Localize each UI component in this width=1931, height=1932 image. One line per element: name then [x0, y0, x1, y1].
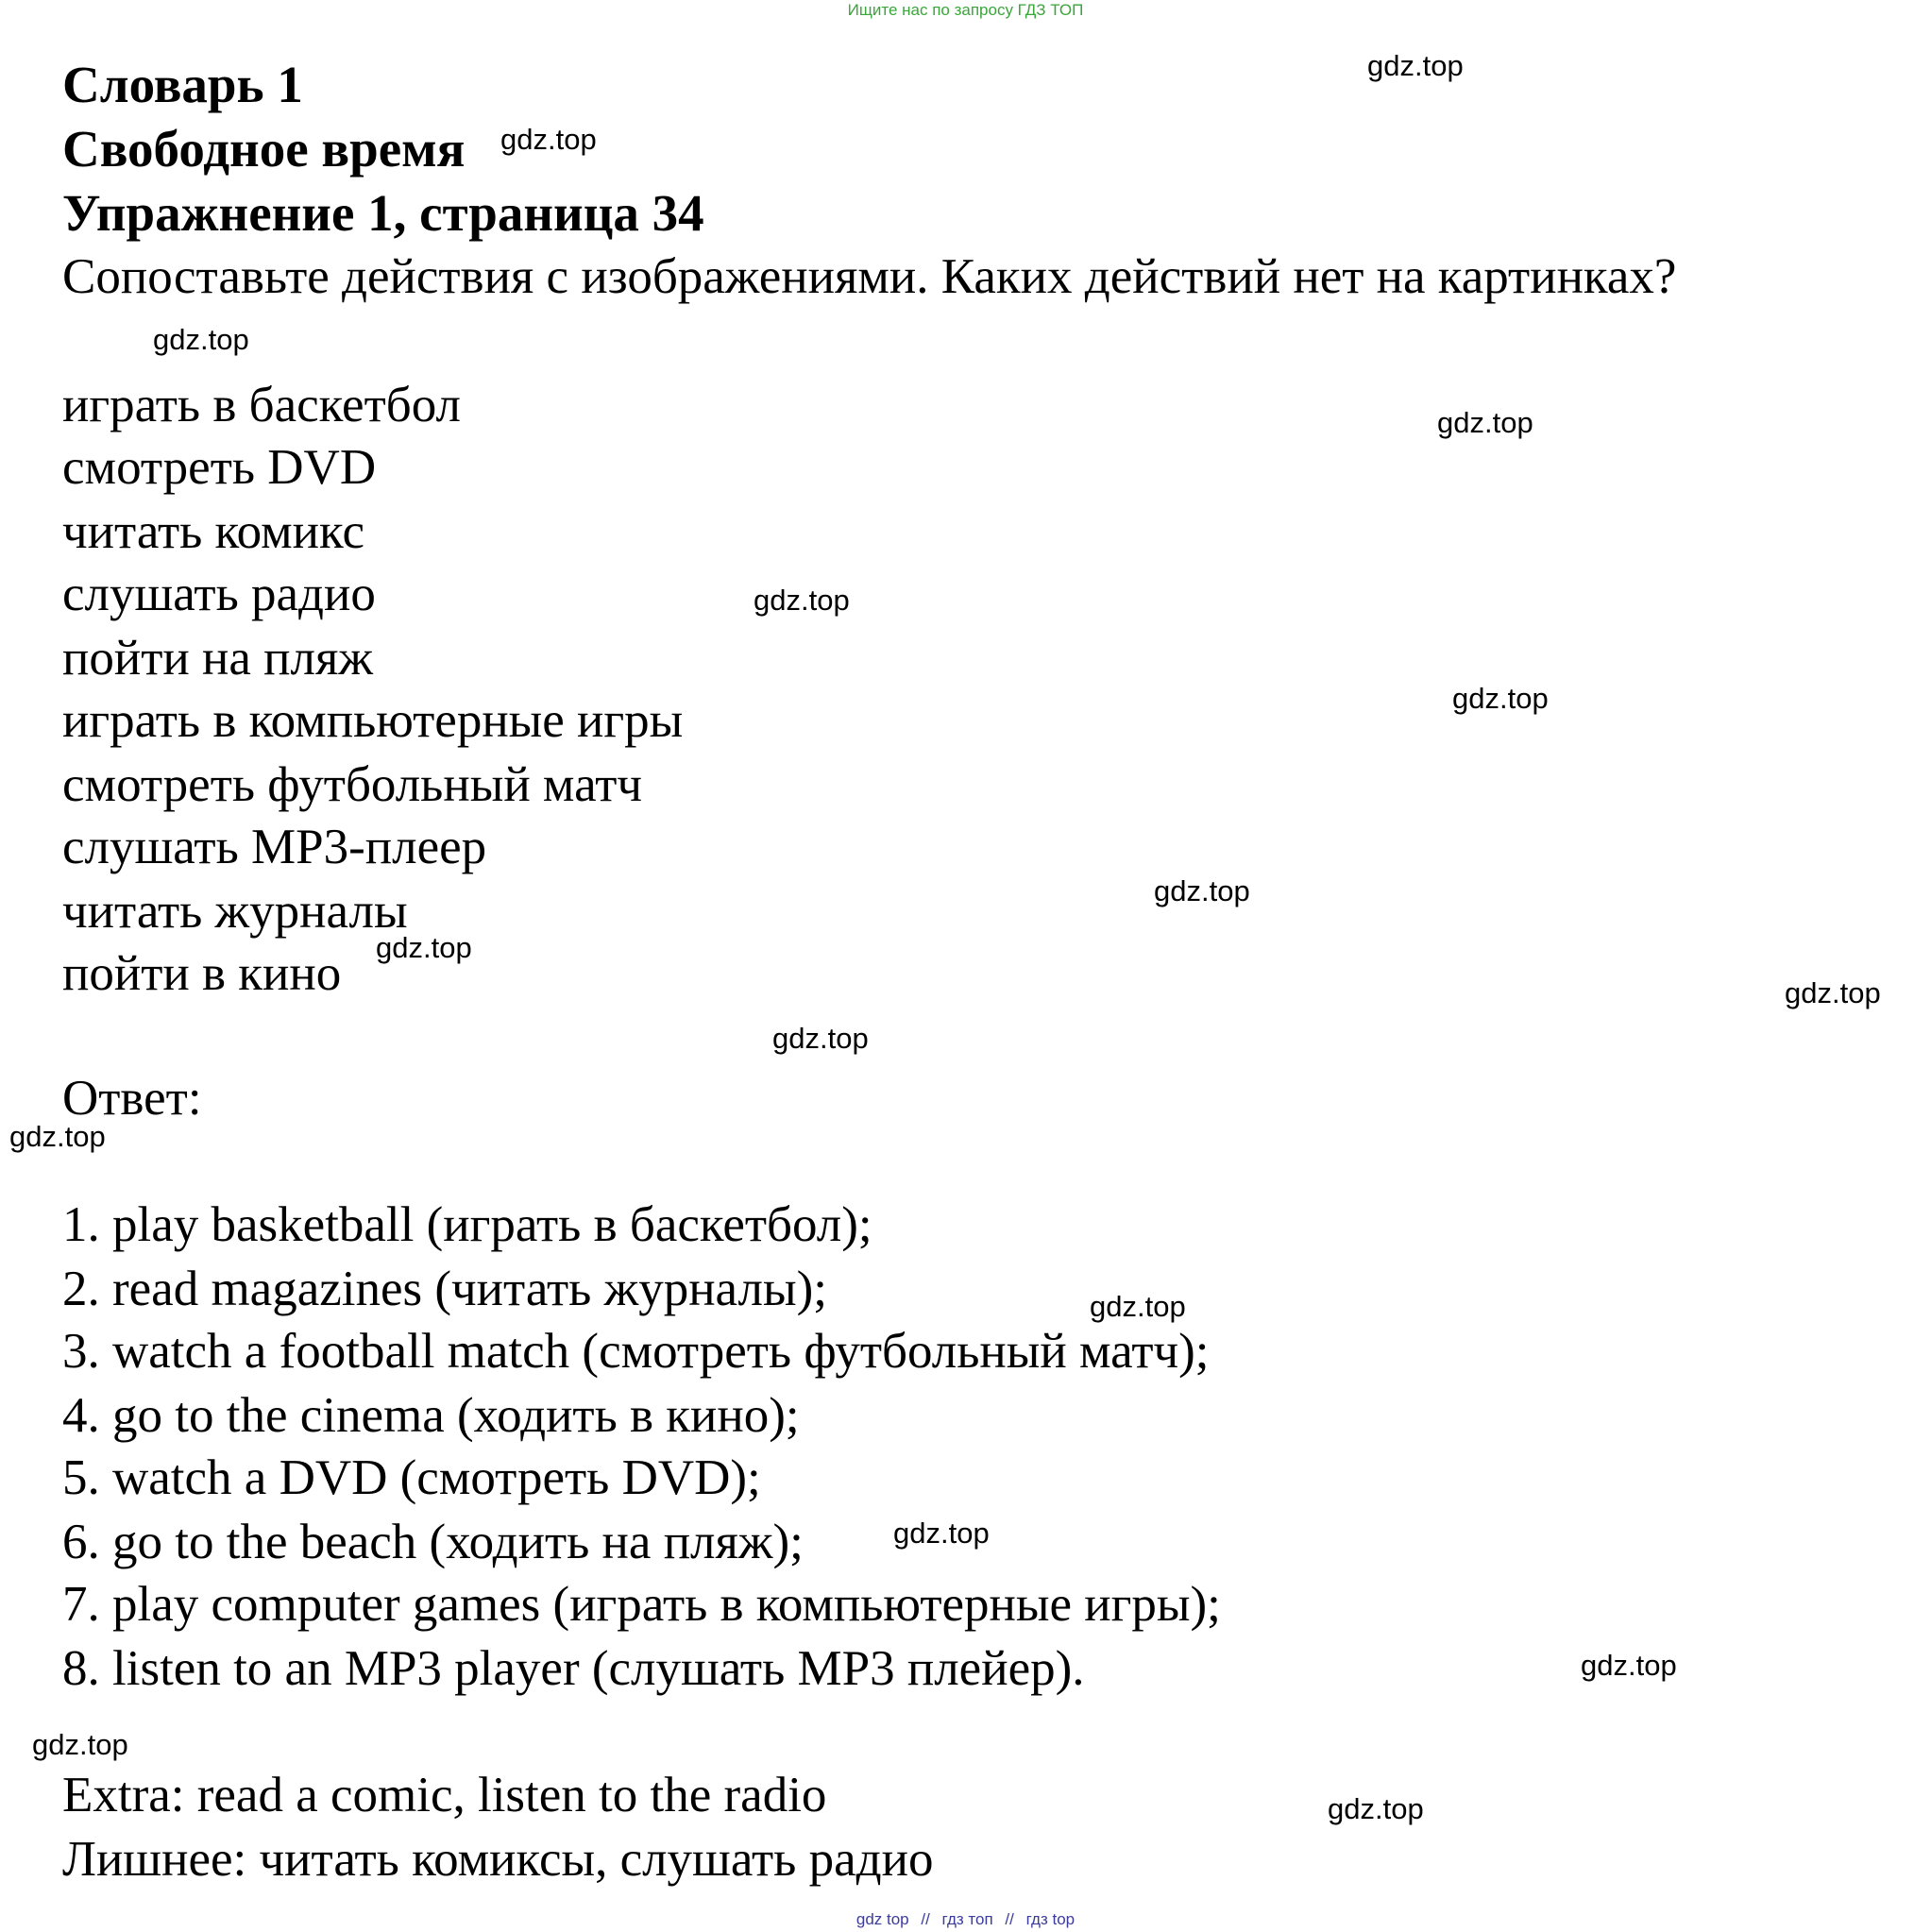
watermark: gdz.top [772, 1022, 869, 1055]
footer-separator: // [1005, 1910, 1014, 1928]
exercise-title: Упражнение 1, страница 34 [62, 184, 704, 242]
answer-item: 8. listen to an MP3 player (слушать MP3 плейер). [62, 1641, 1085, 1696]
answer-item: 5. watch a DVD (смотреть DVD); [62, 1450, 761, 1505]
answer-item: 1. play basketball (играть в баскетбол); [62, 1197, 872, 1252]
action-item: слушать радио [62, 567, 376, 621]
watermark: gdz.top [9, 1120, 106, 1153]
answer-item: 6. go to the beach (ходить на пляж); [62, 1515, 804, 1569]
footer-separator: // [921, 1910, 930, 1928]
action-item: смотреть DVD [62, 440, 377, 495]
answer-label: Ответ: [62, 1071, 202, 1126]
footer [0, 1909, 1931, 1930]
watermark: gdz.top [893, 1517, 990, 1550]
action-item: смотреть футбольный матч [62, 757, 643, 812]
page-title: Словарь 1 [62, 56, 303, 113]
footer-part: гдз топ [941, 1910, 993, 1928]
section-title: Свободное время [62, 120, 466, 178]
answer-item: 3. watch a football match (смотреть футбольный матч); [62, 1324, 1210, 1379]
action-item: играть в баскетбол [62, 378, 461, 432]
action-item: читать комикс [62, 504, 364, 559]
action-item: играть в компьютерные игры [62, 693, 684, 748]
watermark: gdz.top [1452, 682, 1549, 715]
answer-item: 4. go to the cinema (ходить в кино); [62, 1388, 800, 1443]
watermark: gdz.top [1090, 1290, 1186, 1323]
watermark: gdz.top [1581, 1649, 1677, 1682]
top-banner: Ищите нас по запросу ГДЗ ТОП [847, 1, 1084, 19]
watermark: gdz.top [1785, 976, 1881, 1009]
watermark: gdz.top [754, 584, 850, 617]
answer-item: 7. play computer games (играть в компьютерные игры); [62, 1577, 1221, 1632]
task-instruction: Сопоставьте действия с изображениями. Каких действий нет на картинках? [62, 249, 1677, 304]
watermark: gdz.top [153, 323, 249, 356]
answer-item: 2. read magazines (читать журналы); [62, 1262, 827, 1316]
extra-russian: Лишнее: читать комиксы, слушать радио [62, 1832, 934, 1887]
footer-part: гдз top [1025, 1910, 1076, 1928]
watermark: gdz.top [1367, 49, 1464, 82]
action-item: читать журналы [62, 884, 408, 939]
watermark: gdz.top [500, 123, 597, 156]
watermark: gdz.top [376, 931, 472, 964]
watermark: gdz.top [1437, 406, 1533, 439]
watermark: gdz.top [1328, 1792, 1424, 1825]
action-item: пойти на пляж [62, 631, 373, 686]
footer-part: gdz top [855, 1910, 909, 1928]
action-item: пойти в кино [62, 946, 342, 1001]
action-item: слушать MP3-плеер [62, 820, 487, 874]
watermark: gdz.top [32, 1728, 128, 1761]
watermark: gdz.top [1154, 874, 1250, 907]
extra-english: Extra: read a comic, listen to the radio [62, 1768, 827, 1822]
